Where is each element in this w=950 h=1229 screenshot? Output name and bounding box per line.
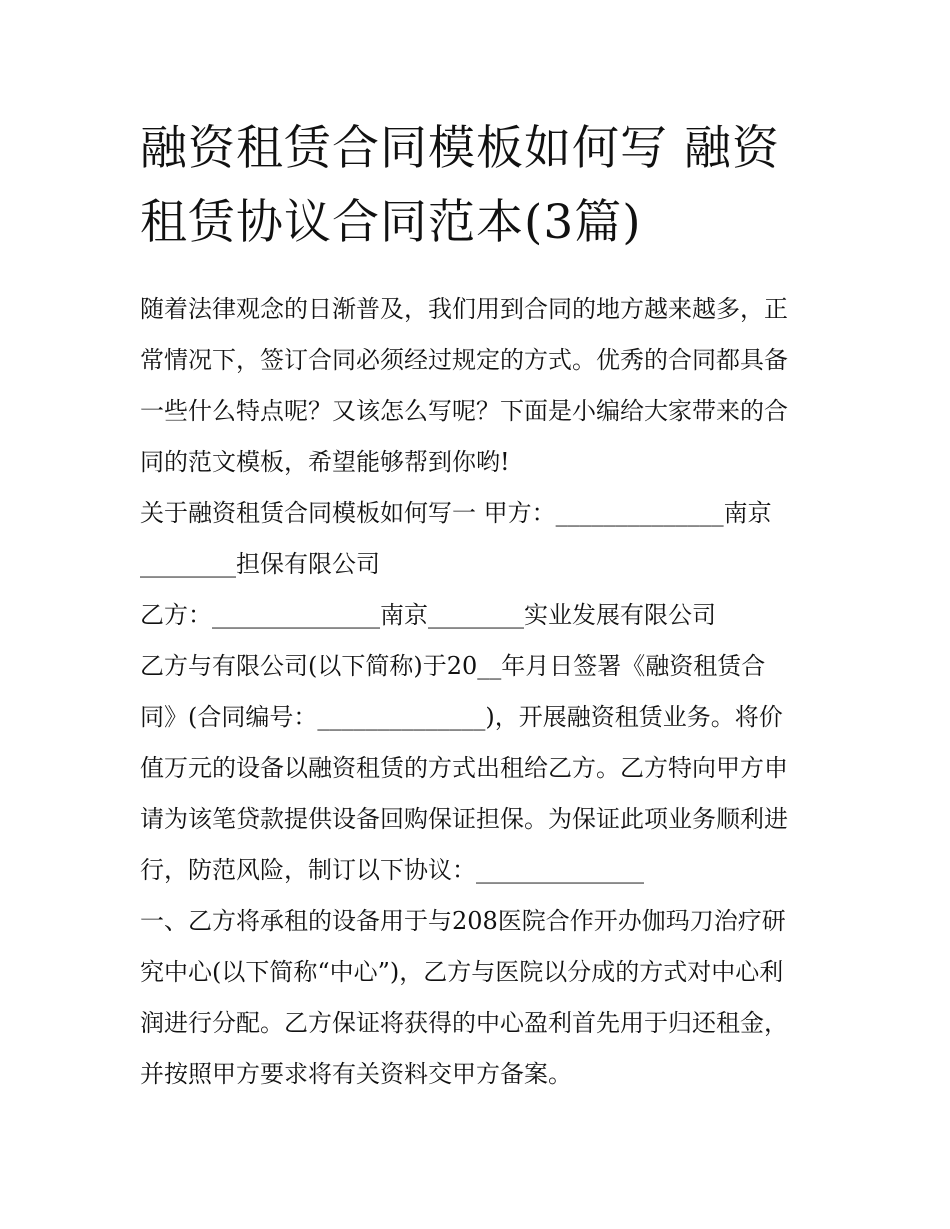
text-line: 并按照甲方要求将有关资料交甲方备案。 <box>140 1060 572 1088</box>
party-b-paragraph <box>140 590 820 641</box>
text-line: 润进行分配。乙方保证将获得的中心盈利首先用于归还租金， <box>140 1009 788 1037</box>
title-line: 融资租赁合同模板如何写 融资 <box>140 121 780 176</box>
text-line: 行，防范风险，制订以下协议：______________ <box>140 856 644 884</box>
text-line: 关于融资租赁合同模板如何写一 甲方：______________南京 <box>140 499 772 527</box>
text-line: 一些什么特点呢？又该怎么写呢？下面是小编给大家带来的合 <box>140 397 788 425</box>
party-a-paragraph <box>140 488 820 590</box>
title-line: 租赁协议合同范本(3篇) <box>140 195 642 250</box>
text-line: 乙方与有限公司(以下简称)于20__年月日签署《融资租赁合 <box>140 652 766 680</box>
document-page <box>140 112 820 1100</box>
text-line: 随着法律观念的日渐普及，我们用到合同的地方越来越多，正 <box>140 295 788 323</box>
clause-one-paragraph <box>140 896 820 1100</box>
text-line: 常情况下，签订合同必须经过规定的方式。优秀的合同都具备 <box>140 346 788 374</box>
text-line: ________担保有限公司 <box>140 550 380 578</box>
intro-paragraph <box>140 284 820 488</box>
text-line: 值万元的设备以融资租赁的方式出租给乙方。乙方特向甲方申 <box>140 754 788 782</box>
text-line: 同》(合同编号：______________)，开展融资租赁业务。将价 <box>140 703 783 731</box>
text-line: 一、乙方将承租的设备用于与208医院合作开办伽玛刀治疗研 <box>140 907 786 935</box>
text-line: 同的范文模板，希望能够帮到你哟! <box>140 448 510 476</box>
document-title <box>140 112 820 260</box>
text-line: 请为该笔贷款提供设备回购保证担保。为保证此项业务顺利进 <box>140 805 788 833</box>
text-line: 乙方：______________南京________实业发展有限公司 <box>140 601 716 629</box>
text-line: 究中心(以下简称“中心”)，乙方与医院以分成的方式对中心利 <box>140 958 784 986</box>
agreement-preamble-paragraph <box>140 641 820 896</box>
